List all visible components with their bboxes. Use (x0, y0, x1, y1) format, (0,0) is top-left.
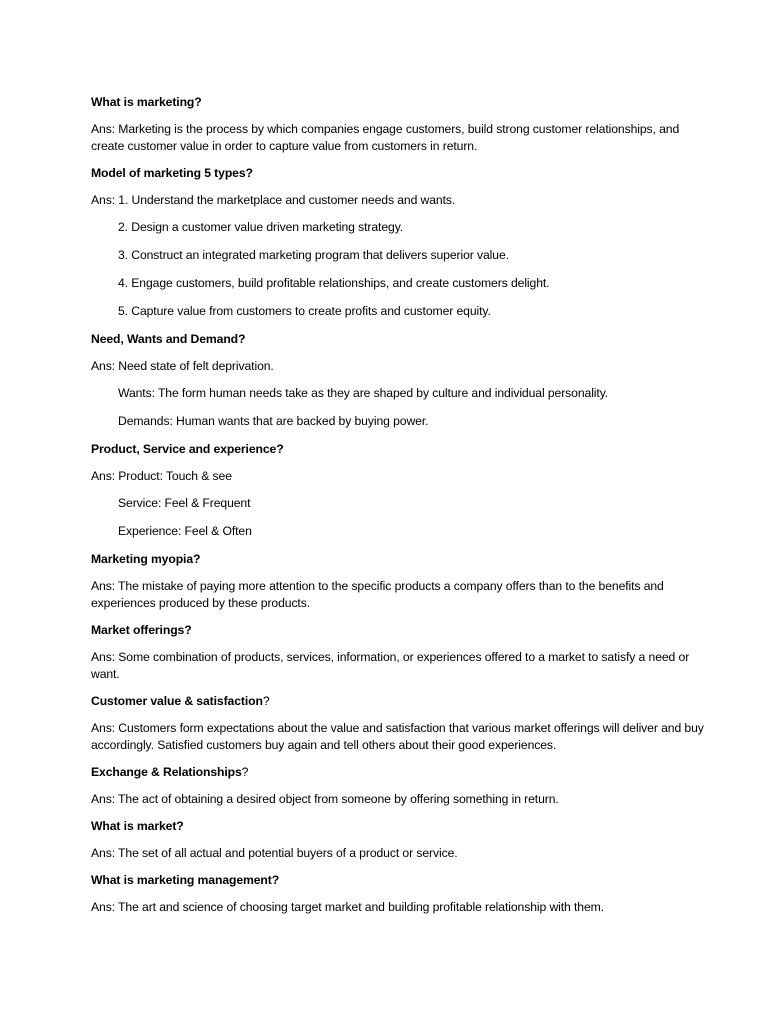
question-heading: Product, Service and experience? (91, 442, 284, 456)
answer-text: Ans: The art and science of choosing target market and building profitable relationship with them. (91, 900, 604, 914)
answer-text: Ans: Marketing is the process by which companies engage customers, build strong customer relationships, and create customer value in order to capture value from customers in return. (91, 122, 680, 153)
answer-text: Ans: Customers form expectations about the value and satisfaction that various market offerings will deliver and buy accordingly. Satisfied customers buy again and tell others about their good experiences. (91, 721, 704, 752)
answer-list-item: Experience: Feel & Often (118, 524, 252, 538)
answer-list-item: Wants: The form human needs take as they are shaped by culture and individual personality. (118, 386, 609, 400)
answer-text: Ans: The mistake of paying more attention to the specific products a company offers than to the benefits and experiences produced by these products. (91, 579, 664, 610)
question-heading: What is market? (91, 819, 184, 833)
question-heading: Need, Wants and Demand? (91, 332, 246, 346)
answer-list-item: 5. Capture value from customers to create profits and customer equity. (118, 304, 491, 318)
answer-list-item: 4. Engage customers, build profitable relationships, and create customers delight. (118, 276, 550, 290)
answer-text: Ans: The act of obtaining a desired object from someone by offering something in return. (91, 792, 559, 806)
question-heading: Marketing myopia? (91, 552, 201, 566)
answer-list-item: 3. Construct an integrated marketing program that delivers superior value. (118, 248, 509, 262)
answer-text: Ans: The set of all actual and potential buyers of a product or service. (91, 846, 458, 860)
question-heading: What is marketing management? (91, 873, 280, 887)
question-heading: Customer value & satisfaction (91, 694, 263, 708)
answer-text: Ans: Product: Touch & see (91, 469, 232, 483)
question-heading-row (91, 693, 708, 710)
answer-text: Ans: Some combination of products, services, information, or experiences offered to a market to satisfy a need or want. (91, 650, 690, 681)
question-mark: ? (241, 765, 249, 779)
answer-text: Ans: Need state of felt deprivation. (91, 359, 274, 373)
question-heading: Market offerings? (91, 623, 192, 637)
answer-list-item: Demands: Human wants that are backed by buying power. (118, 414, 429, 428)
answer-list-item: 2. Design a customer value driven marketing strategy. (118, 220, 404, 234)
answer-text: Ans: 1. Understand the marketplace and customer needs and wants. (91, 193, 456, 207)
answer-list-item: Service: Feel & Frequent (118, 496, 251, 510)
question-heading-row (91, 764, 708, 781)
question-mark: ? (262, 694, 270, 708)
question-heading: What is marketing? (91, 95, 202, 109)
question-heading: Exchange & Relationships (91, 765, 242, 779)
question-heading: Model of marketing 5 types? (91, 166, 253, 180)
